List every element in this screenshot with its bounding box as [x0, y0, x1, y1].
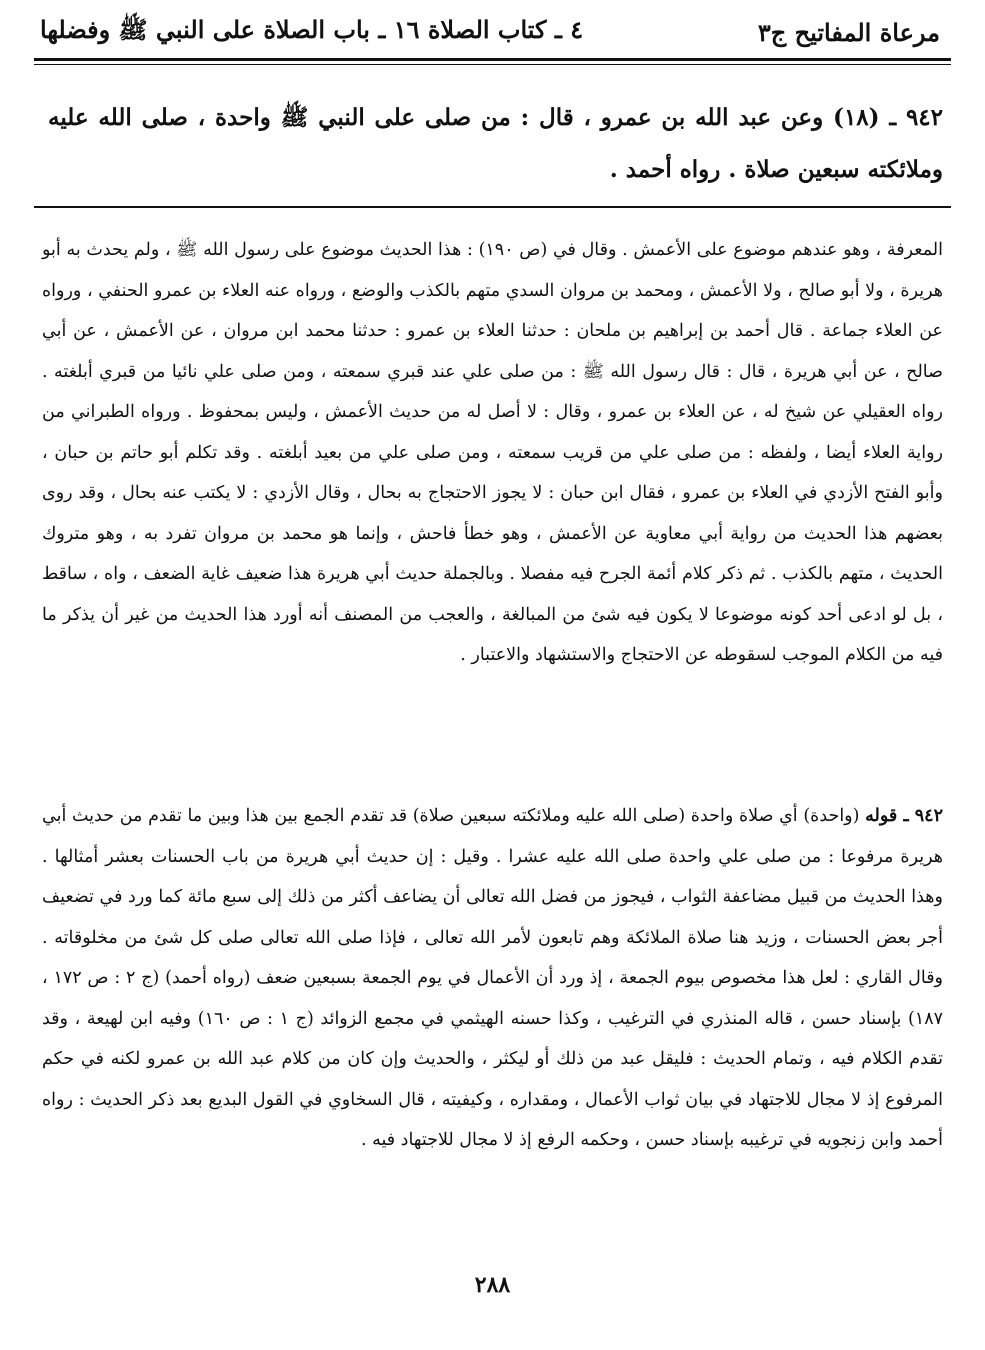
hadith-number: ٩٤٢ ـ (١٨) — [833, 104, 943, 131]
header-rule-thin — [34, 64, 951, 65]
commentary-942 — [42, 796, 943, 1161]
hadith-text: وعن عبد الله بن عمرو ، قال : من صلى على النبي ﷺ واحدة ، صلى الله عليه وملائكته سبعين صلاة . رواه أحمد . — [48, 104, 943, 183]
chapter-section-title: ٤ ـ كتاب الصلاة ١٦ ـ باب الصلاة على النبي ﷺ وفضلها — [40, 14, 584, 44]
section-divider — [34, 206, 951, 208]
running-header — [40, 12, 940, 52]
commentary-continued: المعرفة ، وهو عندهم موضوع على الأعمش . وقال في (ص ١٩٠) : هذا الحديث موضوع على رسول الله ﷺ ، ولم يحدث به أبو هريرة ، ولا أبو صالح ، ولا الأعمش ، ومحمد بن مروان السدي متهم بالكذب والوضع ، ورواه عنه العلاء بن عمرو الحنفي ، ورواه عن العلاء جماعة . قال أحمد بن إبراهيم بن ملحان : حدثنا العلاء بن عمرو : حدثنا محمد ابن مروان ، عن الأعمش ، عن أبي صالح ، عن أبي هريرة ، قال : قال رسول الله ﷺ : من صلى علي عند قبري سمعته ، ومن صلى علي نائيا من قبري أبلغته . رواه العقيلي عن شيخ له ، عن العلاء بن عمرو ، وقال : لا أصل له من حديث الأعمش ، وليس بمحفوظ . ورواه الطبراني من رواية العلاء أيضا ، ولفظه : من صلى علي من قريب سمعته ، ومن صلى علي من بعيد أبلغته . وقد تكلم أبو حاتم بن حبان ، وأبو الفتح الأزدي في العلاء بن عمرو ، فقال ابن حبان : لا يجوز الاحتجاج به بحال ، وقال الأزدي : لا يكتب عنه بحال ، وقد روى بعضهم هذا الحديث من رواية أبي معاوية عن الأعمش ، وهو خطأ فاحش ، وإنما هو محمد بن مروان تفرد به ، وهو متروك الحديث ، متهم بالكذب . ثم ذكر كلام أئمة الجرح فيه مفصلا . وبالجملة حديث أبي هريرة هذا ضعيف غاية الضعف ، واه ، ساقط ، بل لو ادعى أحد كونه موضوعا لا يكون فيه شئ من المبالغة ، والعجب من المصنف أنه أورد هذا الحديث من غير أن يذكر ما فيه من الكلام الموجب لسقوطه عن الاحتجاج والاستشهاد والاعتبار . — [42, 240, 944, 665]
book-title-volume: مرعاة المفاتيح ج٣ — [757, 17, 940, 47]
page-number: ٢٨٨ — [474, 1272, 511, 1298]
commentary-942-text: (واحدة) أي صلاة واحدة (صلى الله عليه وملائكته سبعين صلاة) قد تقدم الجمع بين هذا وبين ما تقدم من حديث أبي هريرة مرفوعا : من صلى علي واحدة صلى الله عليه عشرا . وقيل : إن حديث أبي هريرة من باب الحسنات بعشر أمثالها . وهذا الحديث من قبيل مضاعفة الثواب ، فيجوز من فضل الله تعالى أن يضاعف أكثر من ذلك إلى سبع مائة كما ورد في تضعيف أجر بعض الحسنات ، وزيد هنا صلاة الملائكة وهم تابعون لأمر الله تعالى ، فإذا صلى الله تعالى صلى كل شئ من مخلوقاته . وقال القاري : لعل هذا مخصوص بيوم الجمعة ، إذ ورد أن الأعمال في يوم الجمعة بسبعين ضعف (رواه أحمد) (ج ٢ : ص ١٧٢ ، ١٨٧) بإسناد حسن ، قاله المنذري في الترغيب ، وكذا حسنه الهيثمي في مجمع الزوائد (ج ١ : ص ١٦٠) وفيه ابن لهيعة ، وقد تقدم الكلام فيه ، وتمام الحديث : فليقل عبد من ذلك أو ليكثر ، والحديث وإن كان من كلام عبد الله بن عمرو لكنه في حكم المرفوع إذ لا مجال للاجتهاد في بيان ثواب الأعمال ، ومقداره ، وكيفيته ، قال السخاوي في القول البديع بعد ذكر الحديث : رواه أحمد وابن زنجويه في ترغيبه بإسناد حسن ، وحكمه الرفع إذ لا مجال للاجتهاد فيه . — [42, 806, 944, 1150]
commentary-942-lead: ٩٤٢ ـ قوله — [865, 806, 943, 826]
hadith-text-block — [48, 92, 943, 196]
header-rule — [34, 58, 951, 61]
